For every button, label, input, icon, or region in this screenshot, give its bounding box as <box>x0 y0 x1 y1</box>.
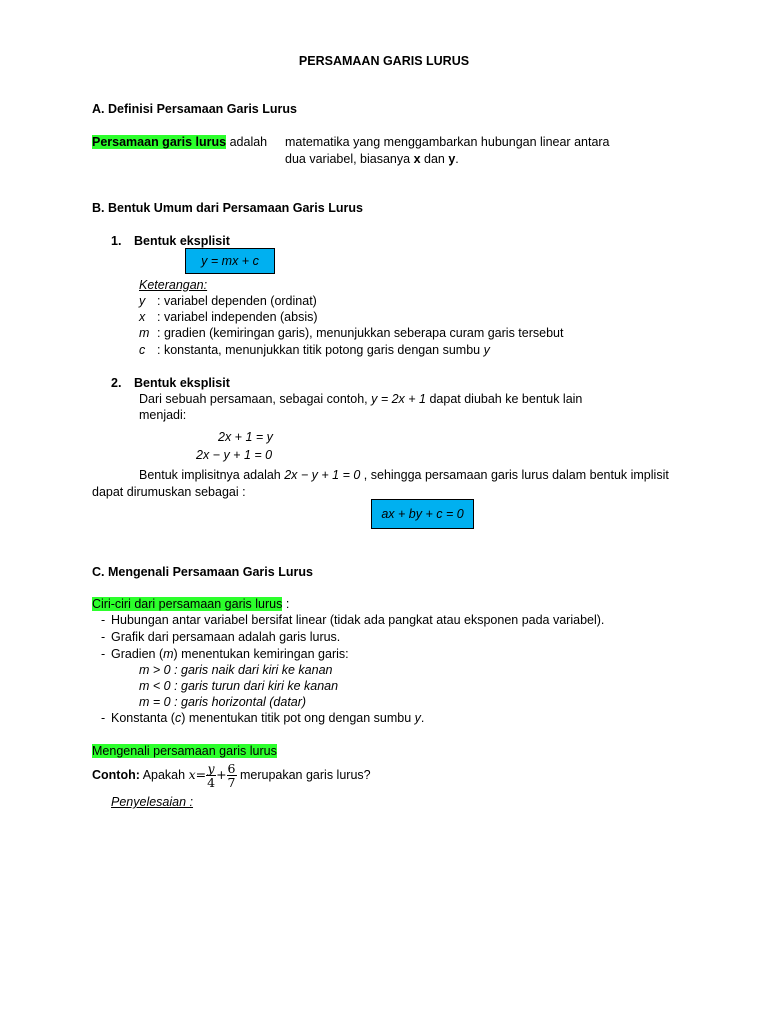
definition-end: . <box>455 152 459 166</box>
implicit-line-2: dapat dirumuskan sebagai : <box>92 485 246 499</box>
fraction-6-over-7 <box>227 762 237 789</box>
bullet-4 <box>111 710 424 726</box>
item-1-title: Bentuk eksplisit <box>134 234 230 248</box>
ciri-colon: : <box>282 597 290 611</box>
bullet-4-em: c <box>174 711 182 725</box>
contoh-line <box>92 760 371 790</box>
legend-text-c-body: : konstanta, menunjukkan titik potong garis dengan sumbu <box>157 343 484 357</box>
item-2-number: 2. <box>111 376 122 390</box>
legend-text-m: : gradien (kemiringan garis), menunjukkan seberapa curam garis tersebut <box>157 326 564 340</box>
fraction-1-denominator: 4 <box>207 775 216 791</box>
item-2-title: Bentuk eksplisit <box>134 376 230 390</box>
bullet-4-post: . <box>420 711 425 725</box>
definition-var-y: y <box>448 152 456 166</box>
legend-text-c <box>157 342 490 358</box>
definition-line-2-text: dua variabel, biasanya <box>285 152 414 166</box>
bullet-4-pre: Konstanta ( <box>111 711 175 725</box>
legend-text-x: : variabel independen (absis) <box>157 310 318 324</box>
legend-sym-m: m <box>139 326 150 340</box>
implicit-pre: Bentuk implisitnya adalah <box>139 468 285 482</box>
definition-line-1: matematika yang menggambarkan hubungan linear antara <box>285 135 610 149</box>
item-2-line-1-pre: Dari sebuah persamaan, sebagai contoh, <box>139 392 372 406</box>
legend-sym-y: y <box>139 294 146 308</box>
item-2-line-1-post: dapat diubah ke bentuk lain <box>426 392 583 406</box>
fraction-2-numerator: 6 <box>227 761 236 777</box>
ciri-label: Ciri-ciri dari persamaan garis lurus <box>92 597 283 611</box>
item-2-line-1-eq: y = 2x + 1 <box>371 392 426 406</box>
contoh-pre: Apakah <box>139 768 189 782</box>
section-b-heading: B. Bentuk Umum dari Persamaan Garis Lurus <box>92 201 363 215</box>
keterangan-label: Keterangan: <box>139 278 208 292</box>
contoh-plus: + <box>216 767 227 782</box>
item-1-number: 1. <box>111 234 122 248</box>
bullet-4-mid: ) menentukan titik pot ong dengan sumbu <box>181 711 415 725</box>
gradien-rule: m > 0 : garis naik dari kiri ke kanan <box>139 663 333 677</box>
fraction-y-over-4 <box>206 762 216 789</box>
explicit-formula-box: y = mx + c <box>185 248 275 274</box>
implicit-eq: 2x − y + 1 = 0 <box>284 468 361 482</box>
fraction-2-denominator: 7 <box>227 775 236 791</box>
contoh-equals: = <box>195 767 207 782</box>
section-a-heading: A. Definisi Persamaan Garis Lurus <box>92 102 297 116</box>
definition-line-2 <box>285 151 459 167</box>
contoh-post: merupakan garis lurus? <box>236 768 371 782</box>
bullet-3 <box>111 646 349 662</box>
gradien-rule: m < 0 : garis turun dari kiri ke kanan <box>139 679 339 693</box>
legend-sym-c: c <box>139 343 146 357</box>
ciri-line <box>92 596 289 612</box>
implicit-line-1 <box>139 467 669 483</box>
fraction-1-numerator: y <box>207 761 215 777</box>
item-2-line-1 <box>139 391 582 407</box>
legend-sym-x: x <box>139 310 146 324</box>
bullet-dash: - <box>101 711 106 725</box>
legend-text-y: : variabel dependen (ordinat) <box>157 294 317 308</box>
definition-term: Persamaan garis lurus <box>92 135 227 149</box>
definition-var-x: x <box>413 152 421 166</box>
bullet-dash: - <box>101 613 106 627</box>
page-title: PERSAMAAN GARIS LURUS <box>298 54 470 68</box>
item-2-line-2: menjadi: <box>139 408 187 422</box>
equation-a: 2x + 1 = y <box>218 430 273 444</box>
bullet-1: Hubungan antar variabel bersifat linear (tidak ada pangkat atau eksponen pada variabel). <box>111 613 605 627</box>
bullet-3-em: m <box>163 647 174 661</box>
bullet-4-em2: y <box>414 711 421 725</box>
implicit-formula-box: ax + by + c = 0 <box>371 499 474 529</box>
definition-term-line <box>92 134 267 150</box>
equation-b: 2x − y + 1 = 0 <box>196 448 273 462</box>
bullet-dash: - <box>101 647 106 661</box>
definition-adalah: adalah <box>226 135 268 149</box>
bullet-2: Grafik dari persamaan adalah garis lurus. <box>111 630 341 644</box>
mengenali-line <box>92 743 277 759</box>
implicit-post: , sehingga persamaan garis lurus dalam bentuk implisit <box>360 468 669 482</box>
definition-and: dan <box>420 152 449 166</box>
gradien-rule: m = 0 : garis horizontal (datar) <box>139 695 307 709</box>
bullet-dash: - <box>101 630 106 644</box>
section-c-heading: C. Mengenali Persamaan Garis Lurus <box>92 565 313 579</box>
mengenali-label: Mengenali persamaan garis lurus <box>92 744 277 758</box>
penyelesaian-label: Penyelesaian : <box>111 795 194 809</box>
contoh-x: x <box>188 767 196 782</box>
bullet-3-pre: Gradien ( <box>111 647 164 661</box>
legend-text-c-tail: y <box>483 343 490 357</box>
contoh-label: Contoh: <box>92 768 140 782</box>
bullet-3-post: ) menentukan kemiringan garis: <box>173 647 349 661</box>
